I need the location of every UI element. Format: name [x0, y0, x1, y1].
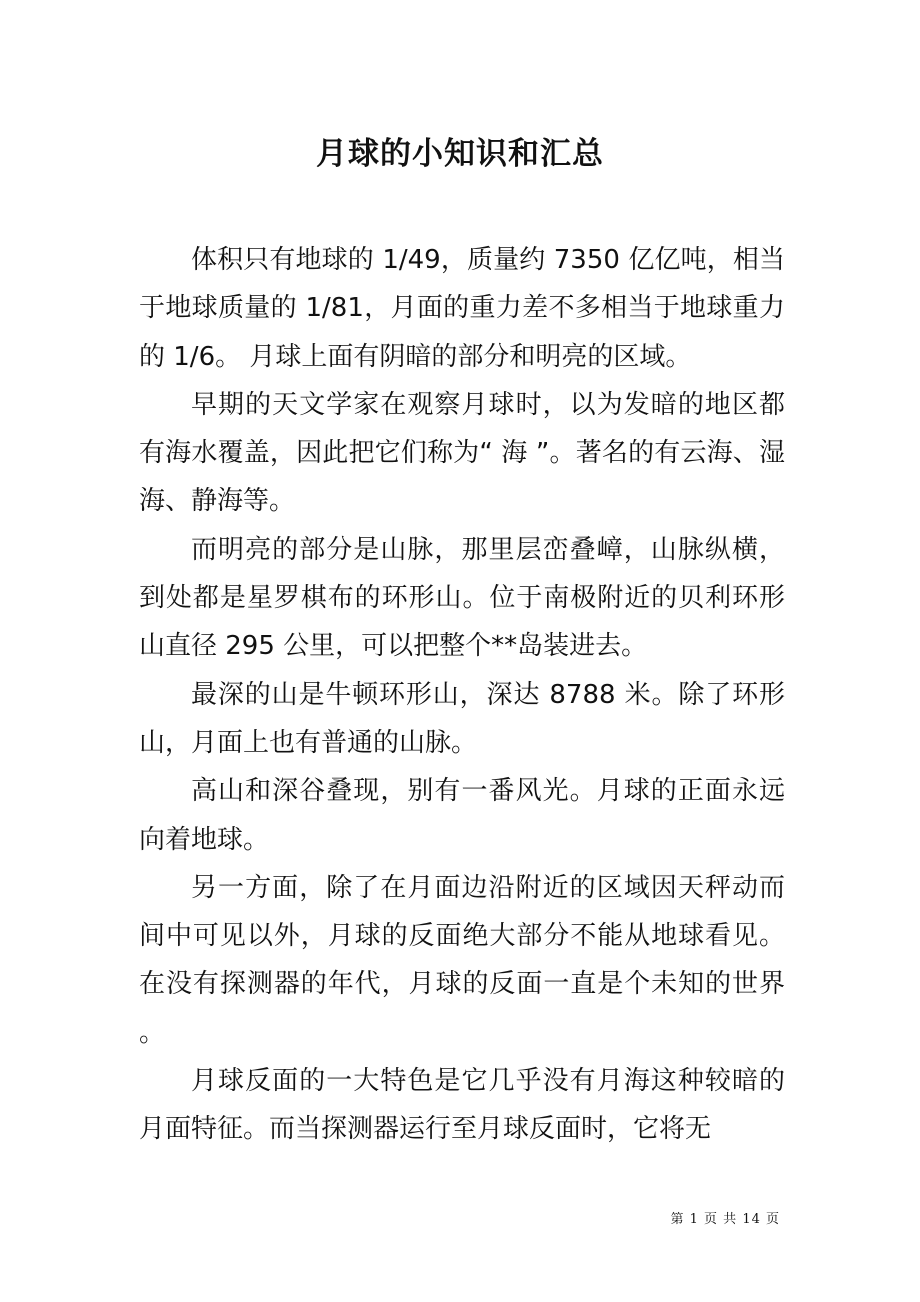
page-number: 第 1 页 共 14 页 [670, 1212, 780, 1227]
paragraph-7: 月球反面的一大特色是它几乎没有月海这种较暗的月面特征。而当探测器运行至月球反面时，它将无 [139, 1066, 785, 1145]
document-title: 月球的小知识和汇总 [316, 136, 604, 172]
paragraph-2: 早期的天文学家在观察月球时，以为发暗的地区都有海水覆盖，因此把它们称为“ 海 ”。著名的有云海、湿海、静海等。 [139, 389, 785, 517]
document-body [139, 236, 785, 1154]
paragraph-4: 最深的山是牛顿环形山，深达 8788 米。除了环形山，月面上也有普通的山脉。 [139, 679, 785, 758]
paragraph-5: 高山和深谷叠现，别有一番风光。月球的正面永远向着地球。 [139, 776, 785, 855]
paragraph-3: 而明亮的部分是山脉，那里层峦叠嶂，山脉纵横，到处都是星罗棋布的环形山。位于南极附近的贝利环形山直径 295 公里，可以把整个**岛装进去。 [139, 534, 785, 662]
paragraph-6: 另一方面，除了在月面边沿附近的区域因天秤动而间中可见以外，月球的反面绝大部分不能从地球看见。在没有探测器的年代，月球的反面一直是个未知的世界。 [139, 872, 785, 1048]
paragraph-1: 体积只有地球的 1/49，质量约 7350 亿亿吨，相当于地球质量的 1/81，月面的重力差不多相当于地球重力的 1/6。 月球上面有阴暗的部分和明亮的区域。 [139, 245, 785, 372]
